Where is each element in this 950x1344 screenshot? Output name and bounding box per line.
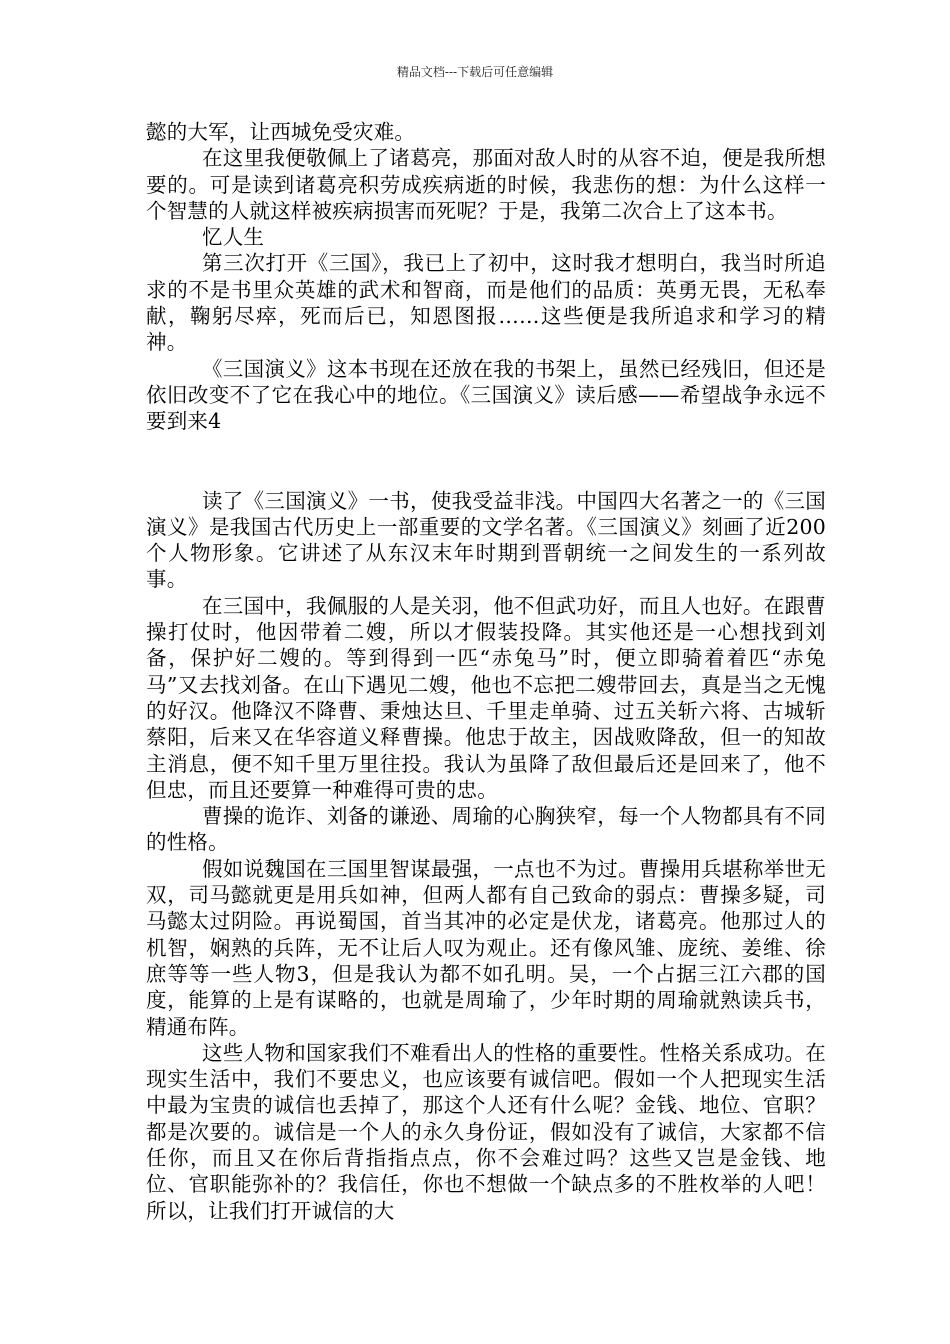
paragraph: 第三次打开《三国》，我已上了初中，这时我才想明白，我当时所追求的不是书里众英雄的武术和智商，而是他们的品质：英勇无畏，无私奉献，鞠躬尽瘁，死而后已，知恩图报……这些便是我所追求和学习的精神。 [146, 251, 826, 355]
paragraph: 在三国中，我佩服的人是关羽，他不但武功好，而且人也好。在跟曹操打仗时，他因带着二嫂，所以才假装投降。其实他还是一心想找到刘备，保护好二嫂的。等到得到一匹“赤兔马”时，便立即骑着着匹“赤兔马”又去找刘备。在山下遇见二嫂，他也不忘把二嫂带回去，真是当之无愧的好汉。他降汉不降曹、秉烛达旦、千里走单骑、过五关斩六将、古城斩蔡阳，后来又在华容道义释曹操。他忠于故主，因战败降敌，但一的知故主消息，便不知千里万里往投。我认为虽降了敌但最后还是回来了，他不但忠，而且还要算一种难得可贵的忠。 [146, 593, 826, 802]
paragraph: 在这里我便敬佩上了诸葛亮，那面对敌人时的从容不迫，便是我所想要的。可是读到诸葛亮积劳成疾病逝的时候，我悲伤的想：为什么这样一个智慧的人就这样被疾病损害而死呢？于是，我第二次合上了这本书。 [146, 146, 826, 223]
page-header: 精品文档---下载后可任意编辑 [396, 65, 554, 79]
section-gap [146, 435, 826, 488]
paragraph: 曹操的诡诈、刘备的谦逊、周瑜的心胸狭窄，每一个人物都具有不同的性格。 [146, 804, 826, 855]
paragraph: 这些人物和国家我们不难看出人的性格的重要性。性格关系成功。在现实生活中，我们不要忠义，也应该要有诚信吧。假如一个人把现实生活中最为宝贵的诚信也丢掉了，那这个人还有什么呢？金钱、地位、官职？都是次要的。诚信是一个人的永久身份证，假如没有了诚信，大家都不信任你，而且又在你后背指指点点，你不会难过吗？这些又岂是金钱、地位、官职能弥补的？我信任，你也不想做一个缺点多的不胜枚举的人吧！所以，让我们打开诚信的大 [146, 1040, 826, 1223]
paragraph: 读了《三国演义》一书，使我受益非浅。中国四大名著之一的《三国演义》是我国古代历史上一部重要的文学名著。《三国演义》刻画了近200个人物形象。它讲述了从东汉末年时期到晋朝统一之间发生的一系列故事。 [146, 488, 826, 592]
paragraph: 假如说魏国在三国里智谋最强，一点也不为过。曹操用兵堪称举世无双，司马懿就更是用兵如神，但两人都有自己致命的弱点：曹操多疑，司马懿太过阴险。再说蜀国，首当其冲的必定是伏龙，诸葛亮。他那过人的机智，娴熟的兵阵，无不让后人叹为观止。还有像风雏、庞统、姜维、徐庶等等一些人物3，但是我认为都不如孔明。吴，一个占据三江六郡的国度，能算的上是有谋略的，也就是周瑜了，少年时期的周瑜就熟读兵书，精通布阵。 [146, 856, 826, 1039]
paragraph: 懿的大军，让西城免受灾难。 [146, 120, 416, 144]
section-heading: 忆人生 [202, 225, 265, 250]
paragraph: 《三国演义》这本书现在还放在我的书架上，虽然已经残旧，但还是依旧改变不了它在我心中的地位。《三国演义》读后感——希望战争永远不要到来4 [146, 356, 826, 434]
document-body [146, 119, 826, 1224]
